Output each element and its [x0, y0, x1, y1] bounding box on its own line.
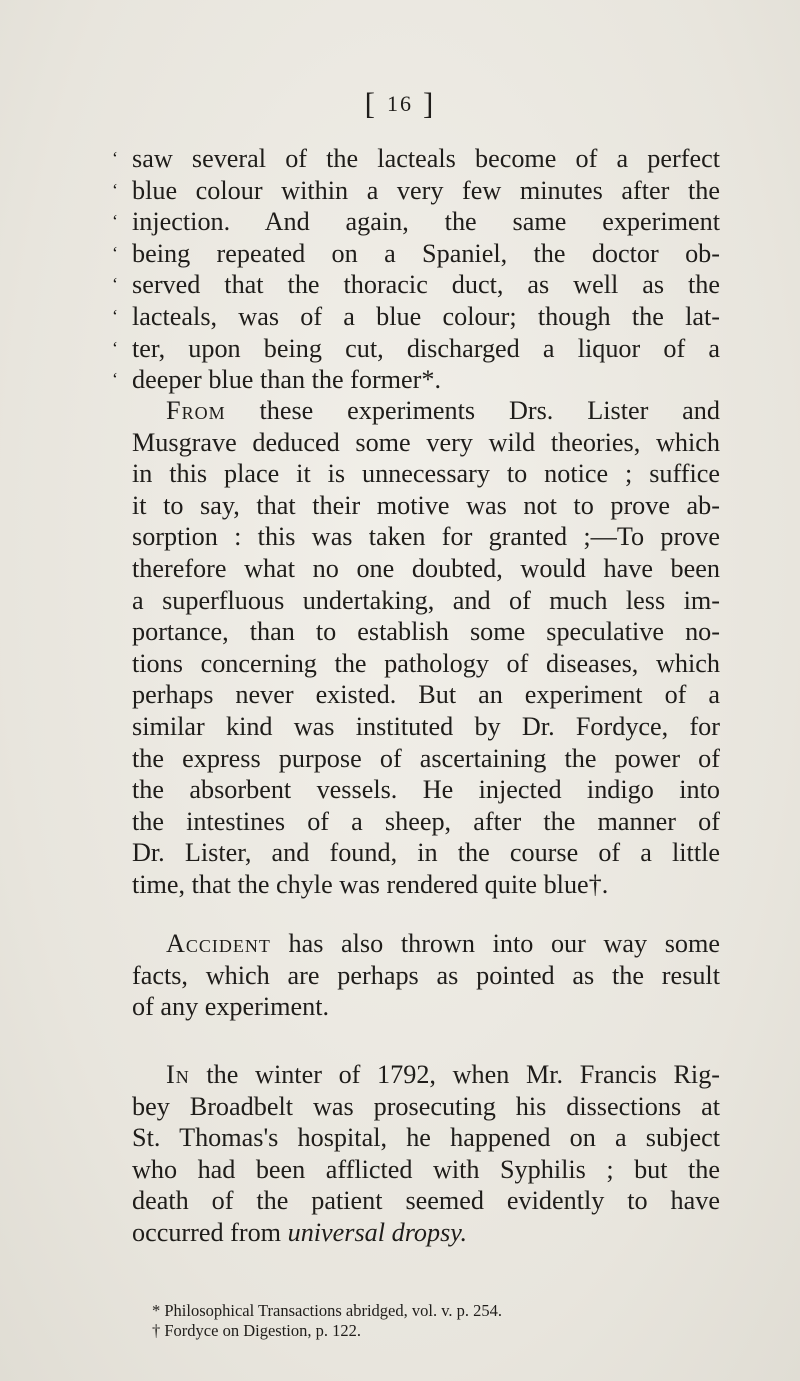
page-number: 16 [387, 91, 413, 116]
quote-mark: ‘ [112, 148, 118, 168]
paragraph-line: of any experiment. [132, 992, 330, 1022]
footnote: * Philosophical Transactions abridged, vol. v. p. 254. [152, 1301, 502, 1320]
quote-line: ‘ ter, upon being cut, discharged a liquor of a [112, 333, 720, 363]
paragraph-line: the express purpose of ascertaining the power of [132, 743, 720, 773]
header-left-bracket: [ [364, 86, 377, 121]
paragraph-line: bey Broadbelt was prosecuting his dissections at [132, 1091, 720, 1121]
paragraph-line: in this place it is unnecessary to notice ; suffice [132, 459, 720, 489]
page-header [0, 88, 800, 119]
quote-mark: ‘ [112, 274, 118, 295]
italic-phrase: universal dropsy. [287, 1217, 468, 1247]
quote-mark: ‘ [112, 179, 118, 200]
paragraph-line: the intestines of a sheep, after the manner of [132, 806, 720, 836]
paragraph-line: time, that the chyle was rendered quite blue†. [132, 869, 609, 899]
quote-line: ‘ lacteals, was of a blue colour; though the lat- [112, 301, 720, 331]
paragraph-line: sorption : this was taken for granted ;—To prove [132, 522, 720, 552]
paragraph-line: therefore what no one doubted, would have been [132, 553, 720, 583]
quote-line: ‘ served that the thoracic duct, as well as the [112, 270, 720, 300]
paragraph-lead-word: In [166, 1060, 190, 1089]
quote-line: ‘ deeper blue than the former*. [112, 365, 442, 395]
quote-mark: ‘ [112, 211, 118, 232]
paragraph-line: the absorbent vessels. He injected indigo into [132, 775, 720, 805]
paragraph-from-these-experiments [132, 395, 720, 901]
quote-line: ‘ saw several of the lacteals become of a perfect [112, 144, 720, 173]
paragraph-line: similar kind was instituted by Dr. Fordyce, for [132, 711, 720, 741]
quote-mark: ‘ [112, 369, 118, 390]
paragraph-line: St. Thomas's hospital, he happened on a subject [132, 1123, 720, 1153]
paragraph-line: tions concerning the pathology of diseases, which [132, 648, 720, 678]
footnote: † Fordyce on Digestion, p. 122. [152, 1321, 361, 1340]
quote-line: ‘ blue colour within a very few minutes after the [112, 175, 720, 205]
paragraph-line: Musgrave deduced some very wild theories, which [132, 427, 720, 457]
paragraph-lead-word: From [166, 396, 226, 425]
paragraph-line: occurred from universal dropsy. [132, 1217, 468, 1247]
paragraph-lead-word: Accident [166, 929, 271, 958]
footnotes [152, 1301, 712, 1341]
paragraph-line: In the winter of 1792, when Mr. Francis Rig- [166, 1060, 721, 1089]
quote-mark: ‘ [112, 305, 118, 326]
quote-line: ‘ being repeated on a Spaniel, the doctor ob- [112, 238, 720, 268]
paragraph-line: facts, which are perhaps as pointed as the result [132, 960, 720, 990]
paragraph-line: a superfluous undertaking, and of much less im- [132, 585, 720, 615]
quote-block [112, 143, 720, 396]
paragraph-line: From these experiments Drs. Lister and [166, 396, 720, 425]
paragraph-line: portance, than to establish some speculative no- [132, 617, 720, 647]
paragraph-winter-1792 [132, 1059, 720, 1249]
paragraph-line: death of the patient seemed evidently to have [132, 1186, 720, 1216]
paragraph-accident [132, 928, 720, 1023]
paragraph-line: it to say, that their motive was not to prove ab- [132, 490, 720, 520]
quote-line: ‘ injection. And again, the same experiment [112, 207, 720, 237]
paragraph-line: Dr. Lister, and found, in the course of a little [132, 838, 720, 868]
quote-mark: ‘ [112, 337, 118, 358]
quote-mark: ‘ [112, 242, 118, 263]
paragraph-line: perhaps never existed. But an experiment of a [132, 680, 720, 710]
header-right-bracket: ] [423, 86, 436, 121]
paragraph-line: who had been afflicted with Syphilis ; but the [132, 1154, 720, 1184]
paragraph-line: Accident has also thrown into our way some [166, 929, 720, 958]
